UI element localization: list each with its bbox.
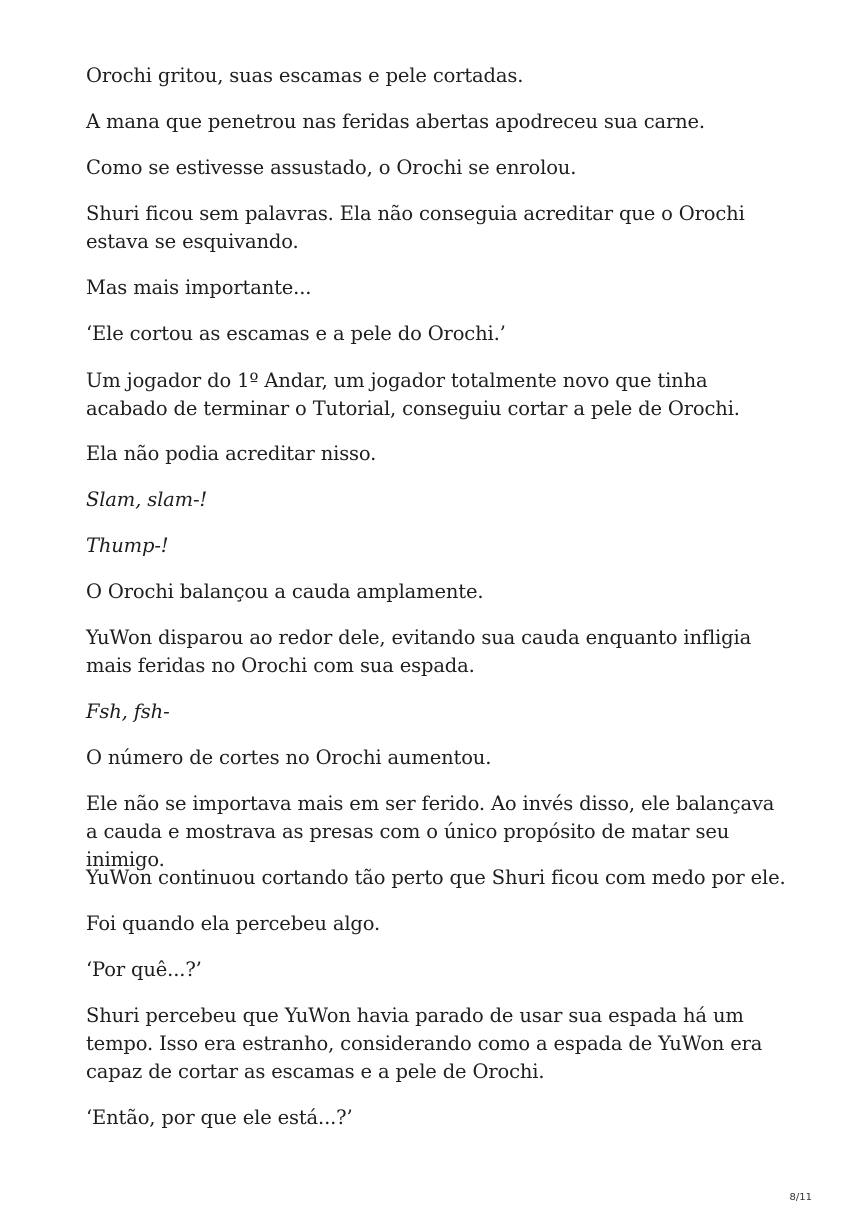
paragraph: Shuri ficou sem palavras. Ela não conseguia acreditar que o Orochi estava se esquivando. xyxy=(86,202,745,253)
paragraph: Mas mais importante... xyxy=(86,276,312,299)
paragraph: ‘Então, por que ele está...?’ xyxy=(86,1106,353,1129)
paragraph: Ela não podia acreditar nisso. xyxy=(86,442,377,465)
paragraph-italic: Fsh, fsh- xyxy=(86,700,170,723)
paragraph: Orochi gritou, suas escamas e pele cortadas. xyxy=(86,64,524,87)
paragraph: Foi quando ela percebeu algo. xyxy=(86,912,381,935)
paragraph: A mana que penetrou nas feridas abertas apodreceu sua carne. xyxy=(86,110,705,133)
paragraph-italic: Thump-! xyxy=(86,534,169,557)
paragraph: O Orochi balançou a cauda amplamente. xyxy=(86,580,484,603)
paragraph: Como se estivesse assustado, o Orochi se enrolou. xyxy=(86,156,577,179)
paragraph: O número de cortes no Orochi aumentou. xyxy=(86,746,492,769)
paragraph: Shuri percebeu que YuWon havia parado de usar sua espada há um tempo. Isso era estranho, considerando como a espada de YuWon era capaz de cortar as escamas e a pele de Orochi. xyxy=(86,1004,763,1083)
paragraph: YuWon disparou ao redor dele, evitando sua cauda enquanto infligia mais feridas no Orochi com sua espada. xyxy=(86,626,752,677)
paragraph: ‘Por quê...?’ xyxy=(86,958,202,981)
paragraph: Ele não se importava mais em ser ferido. Ao invés disso, ele balançava a cauda e mostrava as presas com o único propósito de matar seu inimigo. xyxy=(86,792,775,871)
paragraph-italic: Slam, slam-! xyxy=(86,488,208,511)
paragraph: Um jogador do 1º Andar, um jogador totalmente novo que tinha acabado de terminar o Tutorial, conseguiu cortar a pele de Orochi. xyxy=(86,369,740,420)
paragraph: YuWon continuou cortando tão perto que Shuri ficou com medo por ele. xyxy=(86,866,786,889)
page-number: 8/11 xyxy=(789,1192,812,1203)
paragraph: ‘Ele cortou as escamas e a pele do Orochi.’ xyxy=(86,322,506,345)
